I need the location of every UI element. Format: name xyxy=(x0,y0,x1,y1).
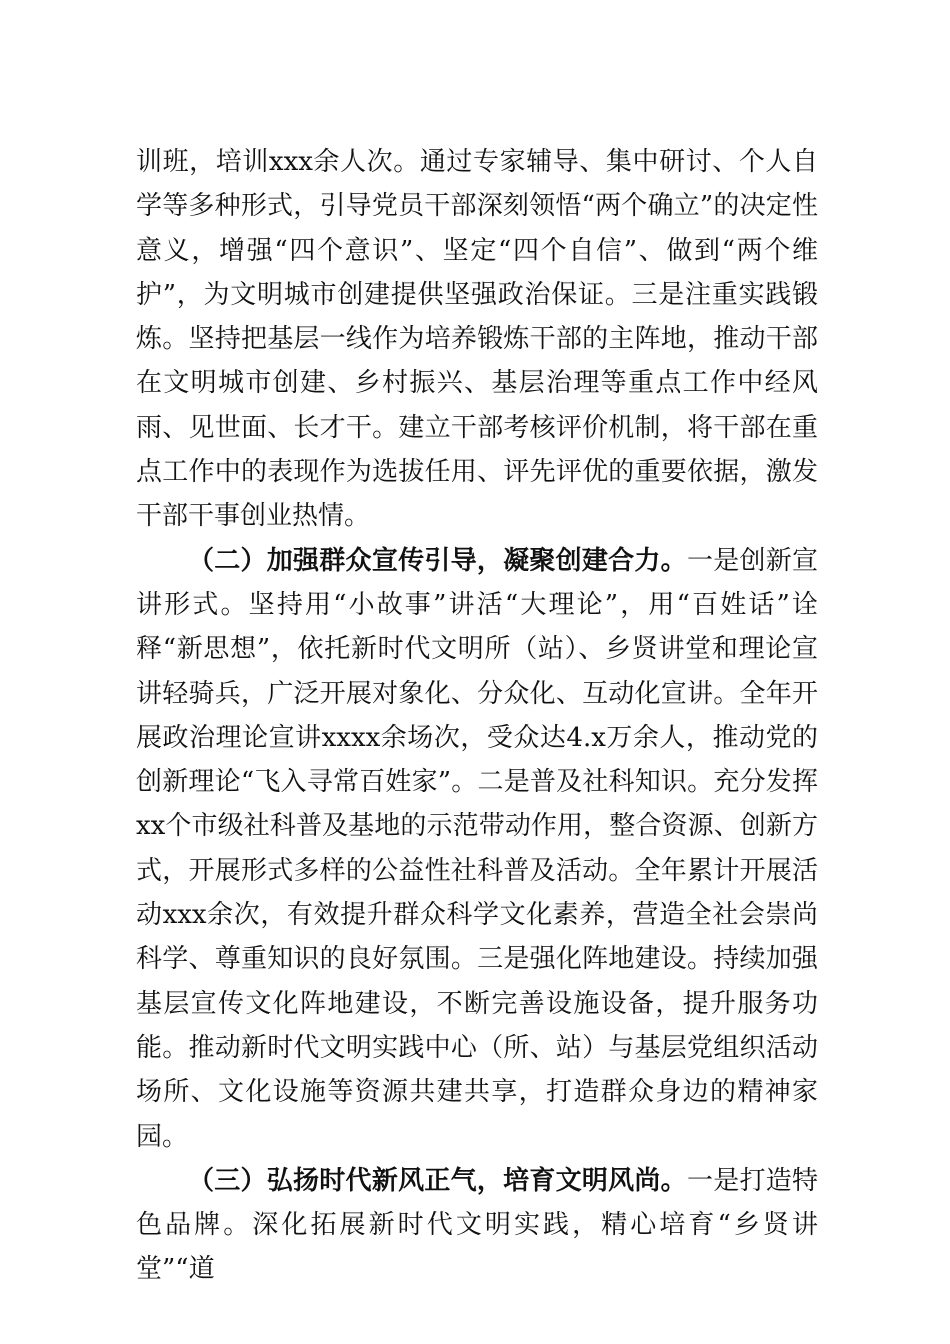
section-3-heading: （三）弘扬时代新风正气，培育文明风尚。 xyxy=(188,1165,687,1196)
document-body xyxy=(136,140,818,1292)
section-3-paragraph xyxy=(136,1159,818,1292)
paragraph-continued xyxy=(136,140,818,539)
paragraph-1-text: 训班，培训xxx余人次。通过专家辅导、集中研讨、个人自学等多种形式，引导党员干部深刻领悟“两个确立”的决定性意义，增强“四个意识”、坚定“四个自信”、做到“两个维护”，为文明城市创建提供坚强政治保证。三是注重实践锻炼。坚持把基层一线作为培养锻炼干部的主阵地，推动干部在文明城市创建、乡村振兴、基层治理等重点工作中经风雨、见世面、长才干。建立干部考核评价机制，将干部在重点工作中的表现作为选拔任用、评先评优的重要依据，激发干部干事创业热情。 xyxy=(136,147,818,532)
section-2-paragraph xyxy=(136,539,818,1159)
section-2-heading: （二）加强群众宣传引导，凝聚创建合力。 xyxy=(188,545,687,576)
section-3-body: 一是打造特色品牌。深化拓展新时代文明实践，精心培育“乡贤讲堂”“道 xyxy=(136,1165,818,1285)
section-2-body: 一是创新宣讲形式。坚持用“小故事”讲活“大理论”，用“百姓话”诠释“新思想”，依托新时代文明所（站）、乡贤讲堂和理论宣讲轻骑兵，广泛开展对象化、分众化、互动化宣讲。全年开展政治理论宣讲xxxx余场次，受众达4.x万余人，推动党的创新理论“飞入寻常百姓家”。二是普及社科知识。充分发挥xx个市级社科普及基地的示范带动作用，整合资源、创新方式，开展形式多样的公益性社科普及活动。全年累计开展活动xxx余次，有效提升群众科学文化素养，营造全社会崇尚科学、尊重知识的良好氛围。三是强化阵地建设。持续加强基层宣传文化阵地建设，不断完善设施设备，提升服务功能。推动新时代文明实践中心（所、站）与基层党组织活动场所、文化设施等资源共建共享，打造群众身边的精神家园。 xyxy=(136,545,818,1152)
